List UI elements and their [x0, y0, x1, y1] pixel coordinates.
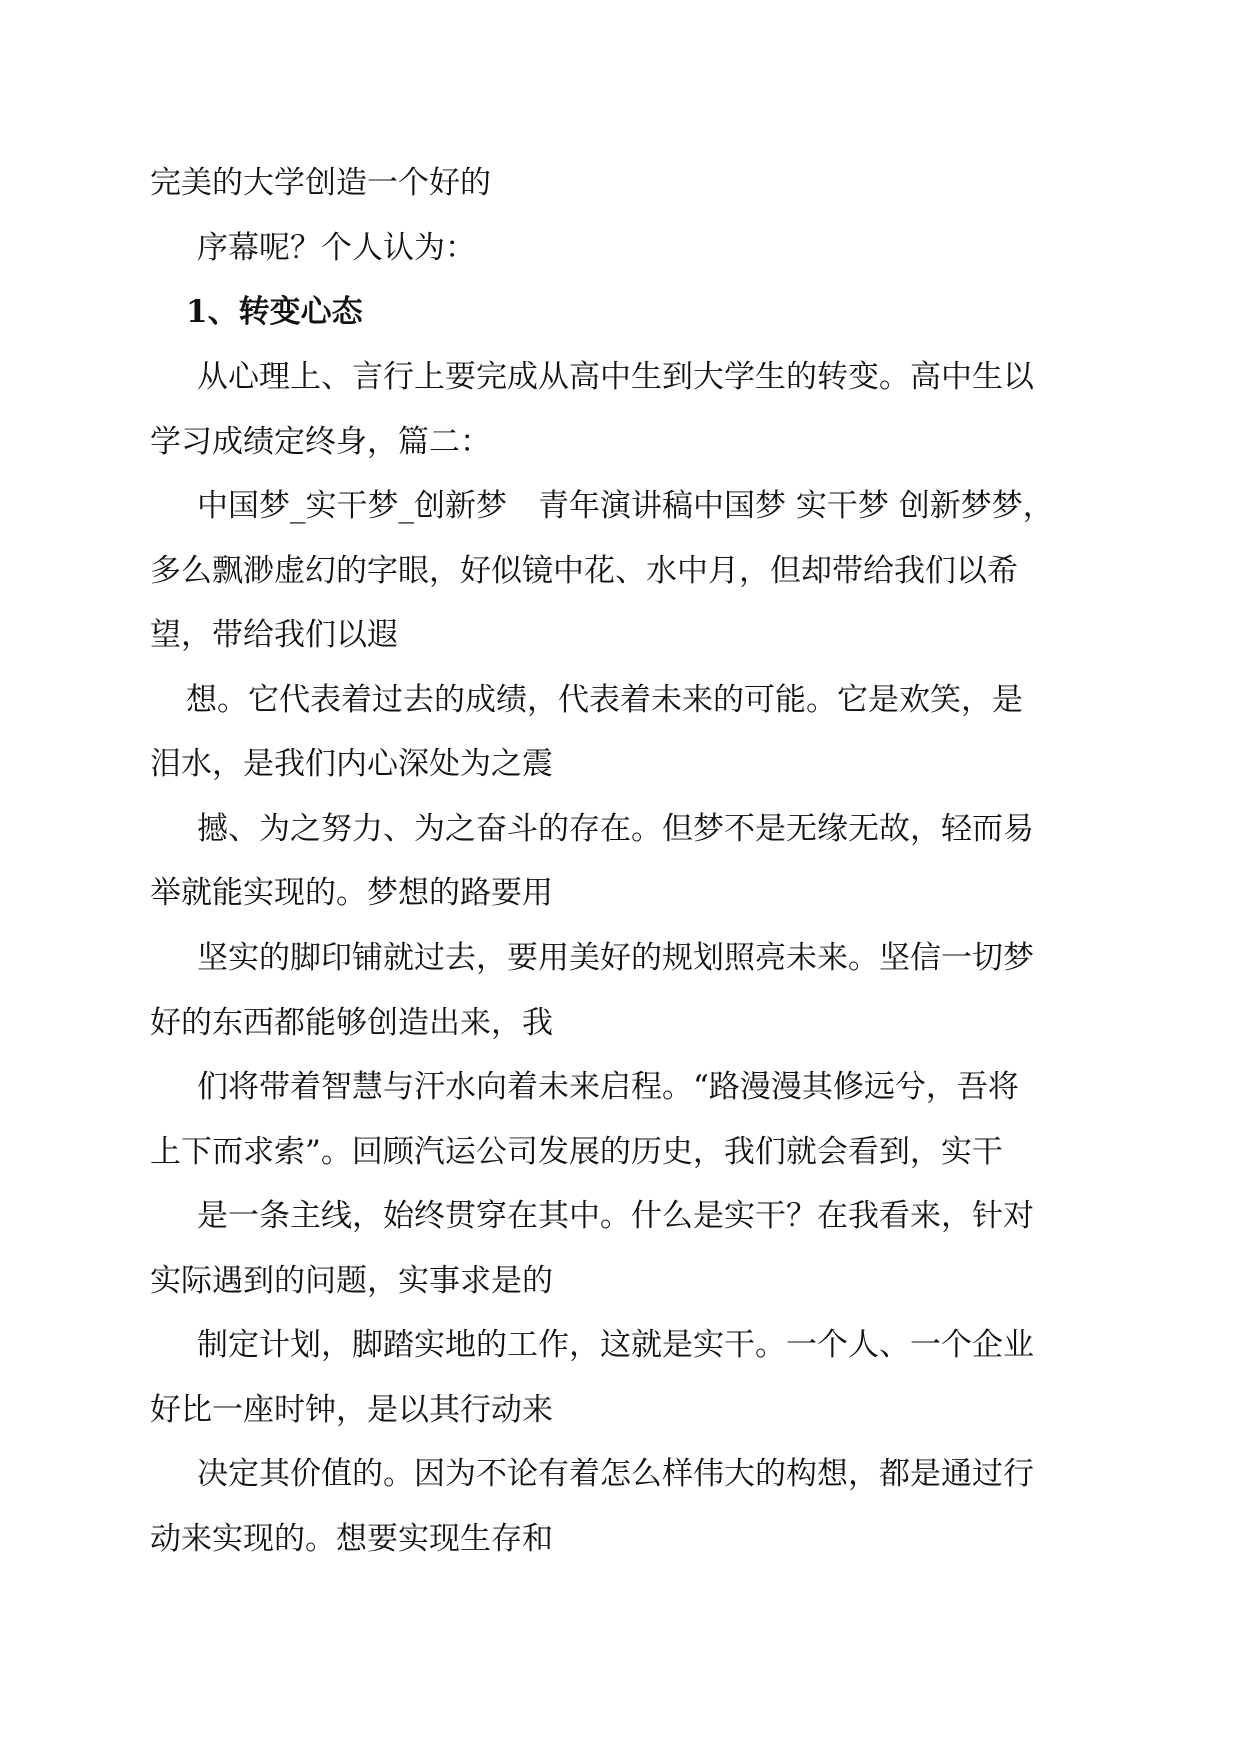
- text-line: 是一条主线，始终贯穿在其中。什么是实干？在我看来，针对: [197, 1198, 1034, 1234]
- text-line: 想。它代表着过去的成绩，代表着未来的可能。它是欢笑，是: [186, 682, 1023, 718]
- text-line: 制定计划，脚踏实地的工作，这就是实干。一个人、一个企业: [197, 1327, 1034, 1363]
- text-line: 举就能实现的。梦想的路要用: [150, 875, 553, 911]
- text-line: 多么飘渺虚幻的字眼，好似镜中花、水中月，但却带给我们以希: [150, 553, 1018, 589]
- text-line: 坚实的脚印铺就过去，要用美好的规划照亮未来。坚信一切梦: [197, 940, 1034, 976]
- text-line: 上下而求索”。回顾汽运公司发展的历史，我们就会看到，实干: [150, 1134, 1003, 1170]
- text-line: 望，带给我们以遐: [150, 617, 398, 653]
- text-line: 完美的大学创造一个好的: [150, 165, 491, 201]
- text-line: 动来实现的。想要实现生存和: [150, 1521, 553, 1557]
- text-line: 好比一座时钟，是以其行动来: [150, 1392, 553, 1428]
- text-line: 从心理上、言行上要完成从高中生到大学生的转变。高中生以: [197, 359, 1034, 395]
- text-line: 泪水，是我们内心深处为之震: [150, 746, 553, 782]
- text-line: 撼、为之努力、为之奋斗的存在。但梦不是无缘无故，轻而易: [197, 811, 1034, 847]
- text-line: 学习成绩定终身，篇二：: [150, 424, 491, 460]
- text-line: 好的东西都能够创造出来，我: [150, 1005, 553, 1041]
- text-line: 中国梦_实干梦_创新梦 青年演讲稿中国梦 实干梦 创新梦梦，: [197, 488, 1054, 524]
- section-heading: 1、转变心态: [186, 294, 363, 330]
- text-line: 决定其价值的。因为不论有着怎么样伟大的构想，都是通过行: [197, 1456, 1034, 1492]
- text-line: 实际遇到的问题，实事求是的: [150, 1263, 553, 1299]
- text-line: 序幕呢？个人认为：: [197, 230, 476, 266]
- text-line: 们将带着智慧与汗水向着未来启程。“路漫漫其修远兮，吾将: [197, 1069, 1019, 1105]
